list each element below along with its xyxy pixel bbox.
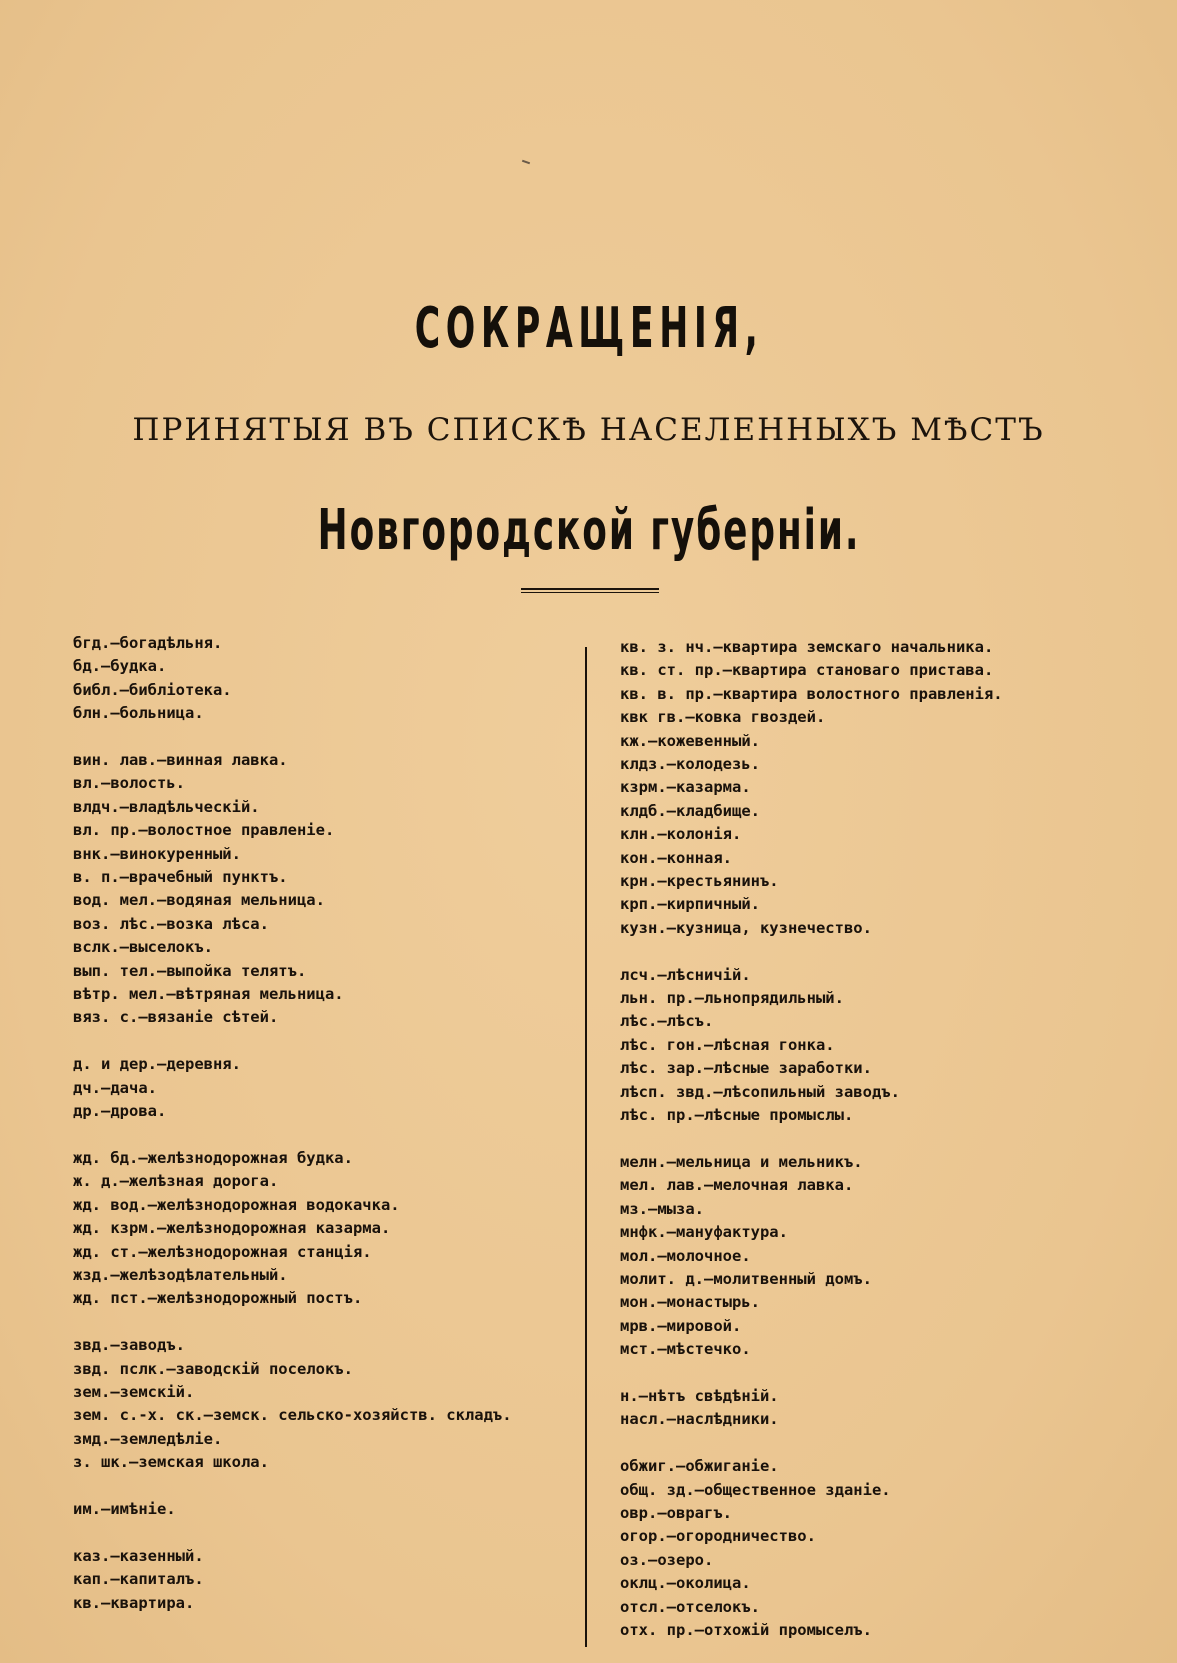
- abbreviation-column-left: [73, 632, 573, 1615]
- abbreviation-entry: вяз. с.—вязаніе сѣтей.: [73, 1008, 279, 1027]
- abbreviation-entry: в. п.—врачебный пунктъ.: [73, 868, 288, 887]
- abbreviation-entry: мрв.—мировой.: [620, 1316, 742, 1335]
- page-subtitle: ПРИНЯТЫЯ ВЪ СПИСКѢ НАСЕЛЕННЫХЪ МѢСТЪ: [132, 412, 1045, 448]
- title-rule: [521, 588, 659, 594]
- abbreviation-entry: жд. вод.—желѣзнодорожная водокачка.: [73, 1195, 400, 1214]
- abbreviation-entry: мол.—молочное.: [620, 1246, 751, 1265]
- abbreviation-entry: кв.—квартира.: [73, 1593, 195, 1612]
- abbreviation-entry: д. и дер.—деревня.: [73, 1055, 241, 1074]
- abbreviation-entry: зем. с.-х. ск.—земск. сельско-хозяйств. складъ.: [73, 1406, 512, 1425]
- abbreviation-entry: крп.—кирпичный.: [620, 895, 760, 914]
- abbreviation-entry: молит. д.—молитвенный домъ.: [620, 1269, 872, 1288]
- abbreviation-entry: звд. пслк.—заводскій поселокъ.: [73, 1359, 353, 1378]
- province-title: Новгородской губерніи.: [317, 498, 861, 563]
- abbreviation-entry: лѣс. гон.—лѣсная гонка.: [620, 1035, 835, 1054]
- group-gap: [620, 1362, 1160, 1385]
- abbreviation-entry: лѣс.—лѣсъ.: [620, 1012, 714, 1031]
- abbreviation-entry: звд.—заводъ.: [73, 1336, 185, 1355]
- group-gap: [620, 1432, 1160, 1455]
- abbreviation-entry: др.—дрова.: [73, 1102, 167, 1121]
- abbreviation-entry: блн.—больница.: [73, 704, 204, 723]
- abbreviation-entry: вл. пр.—волостное правленіе.: [73, 821, 335, 840]
- abbreviation-entry: мелн.—мельница и мельникъ.: [620, 1152, 863, 1171]
- abbreviation-entry: дч.—дача.: [73, 1078, 157, 1097]
- abbreviation-entry: змд.—земледѣліе.: [73, 1429, 223, 1448]
- abbreviation-entry: вѣтр. мел.—вѣтряная мельница.: [73, 985, 344, 1004]
- abbreviation-entry: кв. ст. пр.—квартира становаго пристава.: [620, 661, 994, 680]
- abbreviation-entry: насл.—наслѣдники.: [620, 1410, 779, 1429]
- abbreviation-entry: н.—нѣтъ свѣдѣній.: [620, 1386, 779, 1405]
- abbreviation-entry: воз. лѣс.—возка лѣса.: [73, 914, 269, 933]
- abbreviation-entry: овр.—оврагъ.: [620, 1503, 732, 1522]
- abbreviation-entry: отсл.—отселокъ.: [620, 1597, 760, 1616]
- abbreviation-entry: клдз.—колодезь.: [620, 755, 760, 774]
- stray-mark: [522, 160, 530, 165]
- abbreviation-entry: кап.—капиталъ.: [73, 1570, 204, 1589]
- abbreviation-entry: вин. лав.—винная лавка.: [73, 751, 288, 770]
- abbreviation-entry: кузн.—кузница, кузнечество.: [620, 918, 872, 937]
- abbreviation-entry: мел. лав.—мелочная лавка.: [620, 1176, 854, 1195]
- abbreviation-entry: кж.—кожевенный.: [620, 731, 760, 750]
- group-gap: [620, 940, 1160, 963]
- abbreviation-entry: бгд.—богадѣльня.: [73, 634, 223, 652]
- abbreviation-entry: оклц.—околица.: [620, 1574, 751, 1593]
- abbreviation-entry: каз.—казенный.: [73, 1546, 204, 1565]
- abbreviation-entry: кв. з. нч.—квартира земскаго начальника.: [620, 638, 994, 656]
- abbreviation-entry: з. шк.—земская школа.: [73, 1453, 269, 1472]
- abbreviation-entry: жд. ст.—желѣзнодорожная станція.: [73, 1242, 372, 1261]
- group-gap: [73, 1124, 573, 1147]
- group-gap: [73, 1521, 573, 1544]
- abbreviation-entry: влдч.—владѣльческій.: [73, 797, 260, 816]
- abbreviation-entry: огор.—огородничество.: [620, 1527, 816, 1546]
- abbreviation-entry: кв. в. пр.—квартира волостного правленія.: [620, 684, 1003, 703]
- abbreviation-entry: лѣс. пр.—лѣсные промыслы.: [620, 1106, 854, 1125]
- abbreviation-entry: отх. пр.—отхожій промыселъ.: [620, 1621, 872, 1639]
- page-title: СОКРАЩЕНІЯ,: [414, 296, 764, 361]
- group-gap: [73, 1030, 573, 1053]
- abbreviation-entry: мнфк.—мануфактура.: [620, 1223, 788, 1242]
- abbreviation-entry: жзд.—желѣзодѣлательный.: [73, 1265, 288, 1284]
- abbreviation-entry: клдб.—кладбище.: [620, 801, 760, 820]
- abbreviation-entry: общ. зд.—общественное зданіе.: [620, 1480, 891, 1499]
- abbreviation-entry: обжиг.—обжиганіе.: [620, 1457, 779, 1476]
- group-gap: [73, 726, 573, 749]
- abbreviation-entry: вып. тел.—выпойка телятъ.: [73, 961, 307, 980]
- abbreviation-entry: лѣсп. звд.—лѣсопильный заводъ.: [620, 1082, 900, 1101]
- abbreviation-entry: внк.—винокуренный.: [73, 844, 241, 863]
- abbreviation-entry: библ.—библіотека.: [73, 680, 232, 699]
- abbreviation-entry: лѣс. зар.—лѣсные заработки.: [620, 1059, 872, 1078]
- abbreviation-entry: мон.—монастырь.: [620, 1293, 760, 1312]
- column-divider: [585, 647, 587, 1647]
- abbreviation-entry: крн.—крестьянинъ.: [620, 872, 779, 891]
- abbreviation-entry: лсч.—лѣсничій.: [620, 965, 751, 984]
- abbreviation-entry: вслк.—выселокъ.: [73, 938, 213, 957]
- abbreviation-entry: льн. пр.—льнопрядильный.: [620, 989, 844, 1008]
- abbreviation-entry: вл.—волость.: [73, 774, 185, 793]
- abbreviation-entry: квк гв.—ковка гвоздей.: [620, 708, 826, 727]
- abbreviation-entry: кон.—конная.: [620, 848, 732, 867]
- abbreviation-entry: оз.—озеро.: [620, 1550, 714, 1569]
- abbreviation-entry: им.—имѣніе.: [73, 1499, 176, 1518]
- abbreviation-entry: зем.—земскій.: [73, 1382, 195, 1401]
- abbreviation-column-right: [620, 636, 1160, 1642]
- abbreviation-entry: бд.—будка.: [73, 657, 167, 676]
- abbreviation-entry: жд. пст.—желѣзнодорожный постъ.: [73, 1289, 363, 1308]
- abbreviation-entry: вод. мел.—водяная мельница.: [73, 891, 325, 910]
- abbreviation-entry: ж. д.—желѣзная дорога.: [73, 1172, 279, 1191]
- group-gap: [620, 1128, 1160, 1151]
- abbreviation-entry: мз.—мыза.: [620, 1199, 704, 1218]
- abbreviation-entry: мст.—мѣстечко.: [620, 1340, 751, 1359]
- abbreviation-entry: клн.—колонія.: [620, 825, 742, 844]
- group-gap: [73, 1311, 573, 1334]
- group-gap: [73, 1475, 573, 1498]
- abbreviation-entry: жд. кзрм.—желѣзнодорожная казарма.: [73, 1219, 391, 1238]
- abbreviation-entry: жд. бд.—желѣзнодорожная будка.: [73, 1148, 353, 1167]
- abbreviation-entry: кзрм.—казарма.: [620, 778, 751, 797]
